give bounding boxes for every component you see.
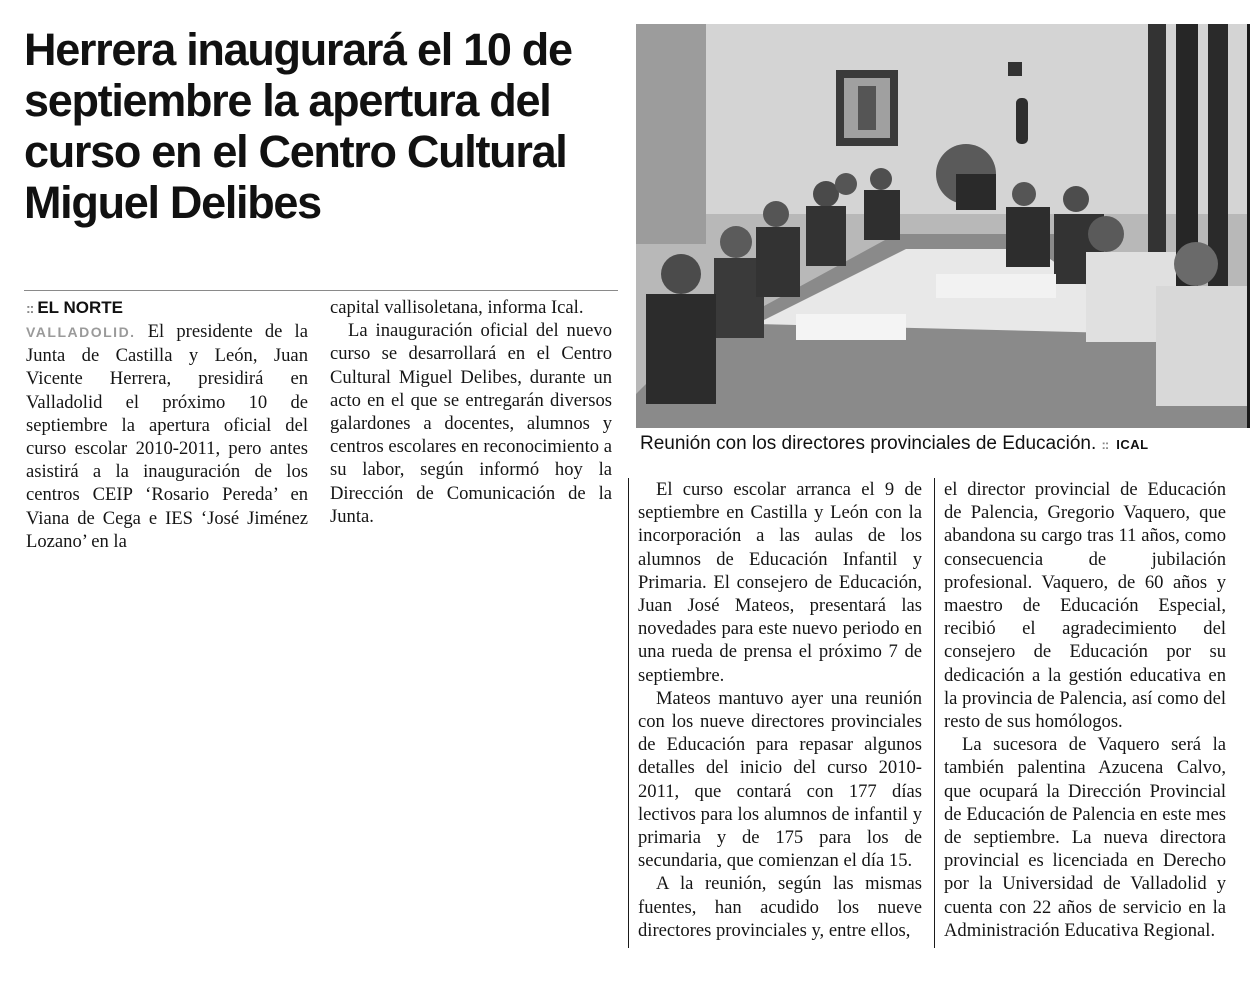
byline bbox=[26, 298, 123, 318]
article-column-1 bbox=[26, 320, 308, 553]
article-paragraph-5: A la reunión, según las mismas fuentes, han acudido los nueve directores provinciales y, entre ellos, bbox=[638, 873, 922, 941]
article-paragraph-5-continued: el director provincial de Educación de Palencia, Gregorio Vaquero, que abandona su cargo tras 11 años, como consecuencia de jubilación profesional. Vaquero, de 60 años y maestro de Educación Especial, recibió el agradecimiento del consejero de Educación por su dedicación a la gestión educativa en la provincia de Palencia, así como del resto de sus homólogos. bbox=[944, 479, 1226, 733]
article-paragraph-3: El curso escolar arranca el 9 de septiembre en Castilla y León con la incorporación a las aulas de los alumnos de Educación Infantil y Primaria. El consejero de Educación, Juan José Mateos, presentará las novedades para este nuevo periodo en una rueda de prensa el próximo 7 de septiembre. bbox=[638, 479, 922, 686]
article-paragraph-1-text: El presidente de la Junta de Castilla y León, Juan Vicente Herrera, presidirá en Valladolid el próximo 10 de septiembre la apertura oficial del curso escolar 2010-2011, pero antes asistirá a la inauguración de los centros CEIP ‘Rosario Pereda’ en Viana de Cega e IES ‘José Jiménez Lozano’ en la bbox=[26, 321, 308, 552]
article-paragraph-4: Mateos mantuvo ayer una reunión con los nueve directores provinciales de Educación para repasar algunos detalles del inicio del curso 2010-2011, que contará con 177 días lectivos para los alumnos de infantil y primaria y de 175 para los de secundaria, que comienzan el día 15. bbox=[638, 687, 922, 872]
article-paragraph-6: La sucesora de Vaquero será la también palentina Azucena Calvo, que ocupará la Dirección Provincial de Educación de Palencia en este mes de septiembre. La nueva directora provincial es licenciada en Derecho por la Universidad de Valladolid y cuenta con 22 años de servicio en la Administración Educativa Regional. bbox=[944, 734, 1226, 941]
column-rule bbox=[628, 478, 629, 948]
column-rule bbox=[934, 478, 935, 948]
article-column-3 bbox=[638, 478, 922, 942]
meeting-photo-illustration bbox=[636, 24, 1247, 428]
dateline: VALLADOLID. bbox=[26, 324, 136, 340]
article-column-4 bbox=[944, 478, 1226, 942]
article-paragraph-2: La inauguración oficial del nuevo curso se desarrollará en el Centro Cultural Miguel Delibes, durante un acto en el que se entregarán diversos galardones a docentes, alumnos y centros escolares en reconocimiento a su labor, según informó hoy la Dirección de Comunicación de la Junta. bbox=[330, 320, 612, 527]
photo-caption bbox=[640, 432, 1250, 457]
byline-rule bbox=[24, 290, 618, 291]
article-paragraph-1-continued: capital vallisoletana, informa Ical. bbox=[330, 297, 584, 318]
photo-credit: ICAL bbox=[1116, 437, 1149, 452]
byline-separator-icon: :: bbox=[26, 300, 34, 316]
byline-text: EL NORTE bbox=[37, 298, 123, 317]
news-photo bbox=[636, 24, 1250, 428]
article-paragraph-1 bbox=[26, 320, 308, 553]
headline: Herrera inaugurará el 10 de septiembre la apertura del curso en el Centro Cultural Miguel Delibes bbox=[24, 24, 572, 228]
article-column-2 bbox=[330, 296, 612, 528]
photo-caption-text: Reunión con los directores provinciales de Educación. bbox=[640, 433, 1097, 454]
credit-separator-icon: :: bbox=[1101, 437, 1109, 452]
